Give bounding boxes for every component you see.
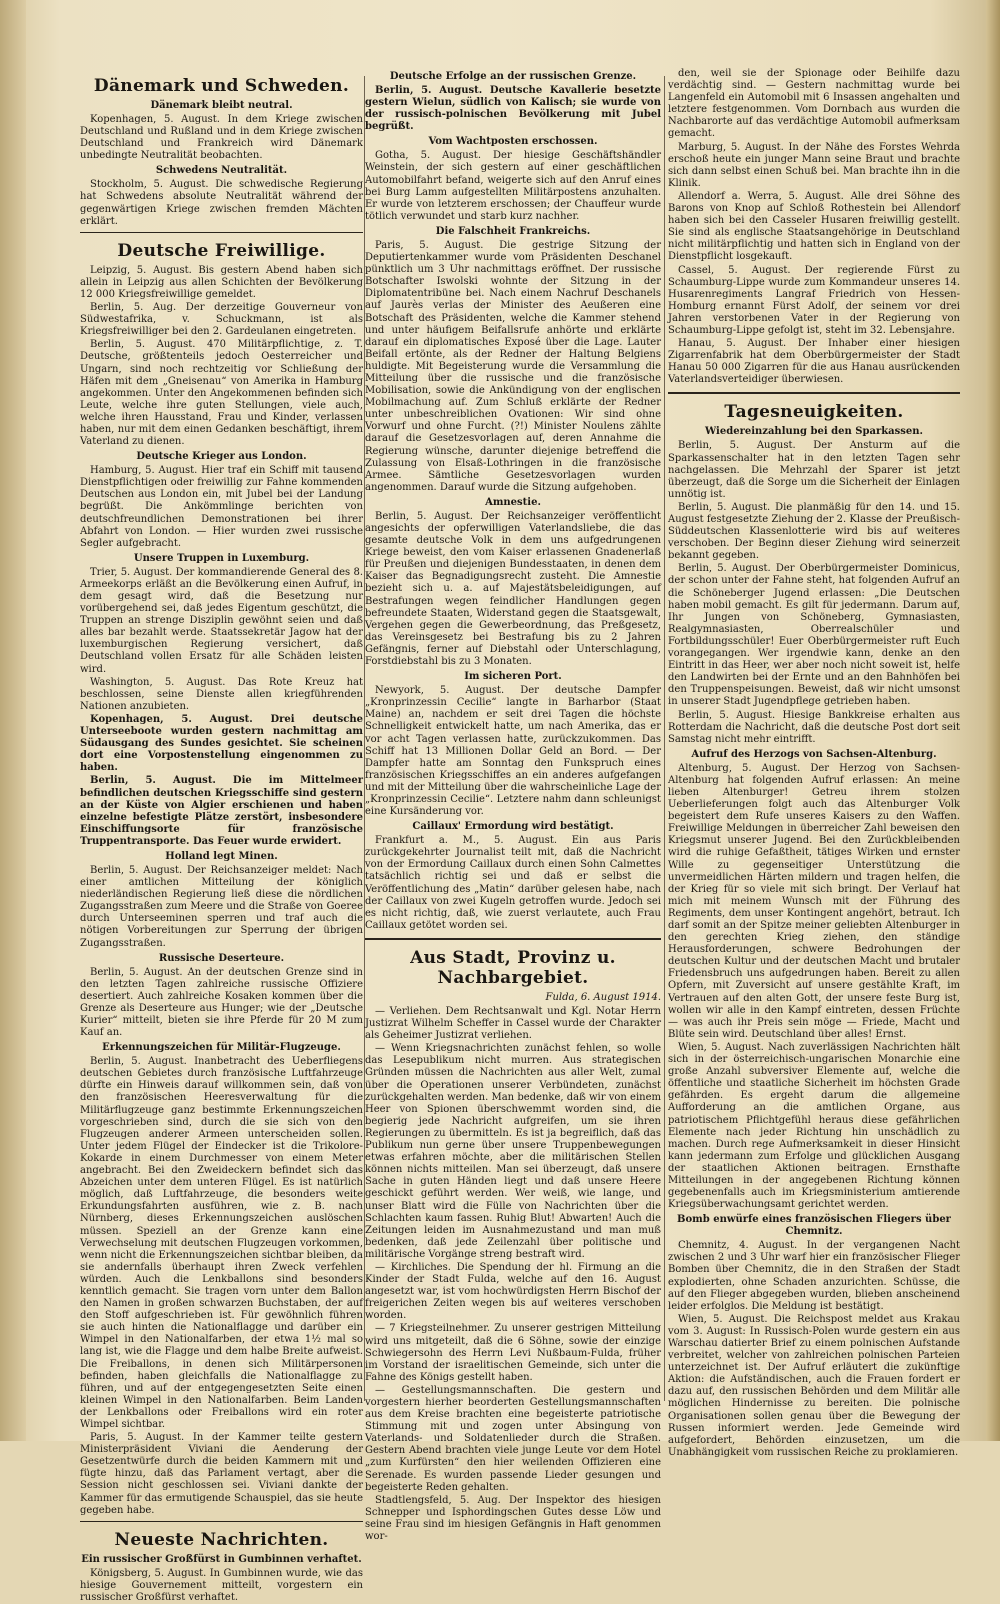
page-edge-right [986,0,1000,1441]
article-paragraph: Berlin, 5. August. 470 Militärpflichtige, z. T. Deutsche, größtenteils jedoch Oesterreicher und Ungarn, sind noch rechtzeitig vor Schließung der Häfen mit dem „Gneisenau“ von Amerika in Hamburg angekommen. Unter den Angekommenen befinden sich Leute, welche ihre guten Stellungen, viele auch, welche ihren Hausstand, Frau und Kinder, verlassen haben, nur mit dem einen Gedanken beschäftigt, ihrem Vaterland zu dienen. [80,339,363,448]
article-paragraph: Berlin, 5. Aug. Der derzeitige Gouverneur von Südwestafrika, v. Schuckmann, ist als Kriegsfreiwilliger bei den 2. Gardeulanen eingetreten. [80,302,363,338]
article-paragraph: — Verliehen. Dem Rechtsanwalt und Kgl. Notar Herrn Justizrat Wilhelm Scheffer in Cassel wurde der Charakter als Geheimer Justizrat verliehen. [365,1006,661,1042]
subhead: Dänemark bleibt neutral. [150,100,293,111]
column-rule-2 [664,76,665,1401]
article-paragraph: Chemnitz, 4. August. In der vergangenen Nacht zwischen 2 und 3 Uhr warf hier ein französischer Flieger Bomben über Chemnitz, die in den Straßen der Stadt explodierten, ohne Schaden anzurichten. Schüsse, die auf den Flieger abgegeben wurden, blieben anscheinend leider erfolglos. Die Meldung ist bestätigt. [668,1240,960,1312]
divider [365,938,661,940]
column-2 [365,68,661,1543]
article-paragraph: Berlin, 5. August. Der Reichsanzeiger veröffentlicht angesichts der opferwilligen Vaterlandsliebe, die das gesamte deutsche Volk in dem uns aufgedrungenen Kriege beweist, den vom Kaiser erlassenen Gnadenerlaß für Preußen und diejenigen Bundesstaaten, in denen dem Kaiser das Begnadigungsrecht zusteht. Die Amnestie bezieht sich u. a. auf Majestätsbeleidigungen, auf Bestrafungen wegen feindlicher Handlungen gegen befreundete Staaten, Widerstand gegen die Staatsgewalt, Vergehen gegen die Gewerbeordnung, das Preßgesetz, das Vereinsgesetz bei Bestrafung bis zu 2 Jahren Gefängnis, ferner auf Diebstahl oder Unterschlagung, Forstdiebstahl bis zu 3 Monaten. [365,510,661,668]
headline-freiwillige: Deutsche Freiwillige. [117,240,326,261]
article-paragraph: Berlin, 5. August. An der deutschen Grenze sind in den letzten Tagen zahlreiche russische Offiziere desertiert. Auch zahlreiche Kosaken kommen über die Grenze als Deserteure aus Hunger; wie der „Deutsche Kurier“ mitteilt, bieten sie ihre Pferde für 20 M zum Kauf an. [80,966,363,1039]
divider [80,232,363,233]
headline-daenemark: Dänemark und Schweden. [93,76,350,96]
article-paragraph: Paris, 5. August. In der Kammer teilte gestern Ministerpräsident Viviani die Aenderung der Gesetzentwürfe durch die beiden Kammern mit und fügte hinzu, daß das Parlament vertagt, aber die Session nicht geschlossen sei. Viviani dankte der Kammer für das ermutigende Schauspiel, das sie heute gegeben habe. [80,1432,363,1516]
subhead: Wiedereinzahlung bei den Sparkassen. [705,426,923,438]
divider [668,392,960,394]
headline-neueste: Neueste Nachrichten. [114,1529,329,1550]
subhead: Amnestie. [485,496,541,508]
article-paragraph: Stadtlengsfeld, 5. Aug. Der Inspektor des hiesigen Schnepper und Isphordingschen Gutes desse Löw und seine Frau sind im hiesigen Gefängnis in Haft genommen wor- [365,1494,661,1543]
article-paragraph: Berlin, 5. August. Der Oberbürgermeister Dominicus, der schon unter der Fahne steht, hat folgenden Aufruf an die Schöneberger Jugend erlassen: „Die Deutschen haben mobil gemacht. Es gilt für jedermann. Darum auf, Ihr Jungen von Schöneberg, Gymnasiasten, Realgymnasiasten, Oberrealschüler und Fortbildungsschüler! Euer Oberbürgermeister ruft Euch vorangegangen. Wer irgendwie kann, denke an den Eintritt in das Heer, wer aber noch nicht soweit ist, helfe den Landwirten bei der Ernte und an den Bahnhöfen bei den Truppenspeisungen. Beweist, daß wir nicht umsonst in unserer Stadt Jugendpflege getrieben haben. [668,563,960,708]
headline-stadt-provinz: Aus Stadt, Provinz u. Nachbargebiet. [410,947,616,988]
article-paragraph: Berlin, 5. August. Der Reichsanzeiger meldet: Nach einer amtlichen Mitteilung der königlich niederländischen Regierung ließ diese die nördlichen Zugangsstraßen zum Meere und die Straße von Goeree durch Unterseeminen sperren und traf auch die nötigen Vorbereitungen zur Sperrung der übrigen Zugangsstraßen. [80,864,363,949]
article-paragraph: — Gestellungsmannschaften. Die gestern und vorgestern hierher beorderten Gestellungsmannschaften aus dem Kreise brachten eine begeisterte patriotische Stimmung mit und zogen unter Absingung von Vaterlands- und Soldatenlieder durch die Straßen. Gestern Abend brachten viele junge Leute vor dem Hotel „zum Kurfürsten“ den hier weilenden Offizieren eine Serenade. Es wurden passende Lieder gesungen und begeisterte Reden gehalten. [365,1384,661,1493]
article-paragraph: Wien, 5. August. Die Reichspost meldet aus Krakau vom 3. August: In Russisch-Polen wurde gestern ein aus Warschau datierter Brief zu einem polnischen Aufstande verbreitet, welcher von zahlreichen polnischen Parteien unterzeichnet ist. Der Aufruf erläutert die zukünftige Aktion: die Aufständischen, auch die Frauen fordert er dazu auf, den russischen Behörden und dem Militär alle möglichen Hindernisse zu bereiten. Die polnische Organisationen sollen genau über die Bewegung der Russen informiert werden. Jede Gemeinde wird aufgefordert, Behörden einzusetzen, um die Unabhängigkeit vom russischen Reiche zu proklamieren. [668,1313,960,1458]
article-paragraph: den, weil sie der Spionage oder Beihilfe dazu verdächtig sind. — Gestern nachmittag wurde bei Langenfeld ein Automobil mit 6 Insassen angehalten und letztere festgenommen. Vom Dornbach aus wurden die Nachbarorte auf das verdächtige Automobil aufmerksam gemacht. [668,68,960,140]
column-1 [80,68,363,1603]
subhead: Aufruf des Herzogs von Sachsen-Altenburg. [691,748,937,760]
article-paragraph: Marburg, 5. August. In der Nähe des Forstes Wehrda erschoß heute ein junger Mann seine Braut und brachte sich dann selbst einen Schuß bei. Man brachte ihn in die Klinik. [668,141,960,189]
dateline: Fulda, 6. August 1914. [545,991,661,1003]
article-paragraph: Berlin, 5. August. Hiesige Bankkreise erhalten aus Rotterdam die Nachricht, daß die deutsche Post dort seit Samstag nicht mehr eintrifft. [668,709,960,745]
column-3 [668,68,960,1458]
article-paragraph: Berlin, 5. August. Inanbetracht des Ueberfliegens deutschen Gebietes durch französische Luftfahrzeuge dürfte ein Hinweis darauf willkommen sein, daß von den französischen Heeresverwaltung für die Militärflugzeuge ganz bestimmte Erkennungszeichen vorgeschrieben sind, durch die sie sich von den Flugzeugen anderer Armeen unterscheiden sollen. Unter jedem Flügel der Eindecker ist die Trikolore-Kokarde in einem Durchmesser von einem Meter angebracht. Bei den Zweideckern befindet sich das Abzeichen unter dem unteren Flügel. Es ist natürlich möglich, daß Luftfahrzeuge, die besonders weite Erkundungsfahrten ausführen, wie z. B. nach Nürnberg, dieses Erkennungszeichen auslöschen müssen. Speziell an der Grenze kann eine Verwechselung mit deutschen Flugzeugen vorkommen, wenn nicht die Erkennungszeichen sichtbar bleiben, da sie andernfalls überhaupt ihren Zweck verfehlen würden. Auch die Lenkballons sind besonders kenntlich gemacht. Sie tragen vorn unter dem Ballon den Namen in großen schwarzen Buchstaben, der auf den Stoff aufgeschrieben ist. Für gewöhnlich führen sie auch hinten die Nationalflagge und darüber ein Wimpel in den Nationalfarben, der etwa 1½ mal so lang ist, wie die Flagge und dem halbe Breite aufweist. Die Freiballons, in denen sich Militärpersonen befinden, haben gleichfalls die Nationalflagge zu führen, und auf der entgegengesetzten Seite einen kleinen Wimpel in den Nationalfarben. Beim Landen der Lenkballons oder Freiballons wird ein roter Wimpel sichtbar. [80,1056,363,1430]
article-paragraph: Berlin, 5. August. Die im Mittelmeer befindlichen deutschen Kriegsschiffe sind gestern an der Küste von Algier erschienen und haben einzelne befestigte Plätze zerstört, insbesondere Einschiffungsorte für französische Truppentransporte. Das Feuer wurde erwidert. [80,775,363,847]
article-paragraph: Berlin, 5. August. Der Ansturm auf die Sparkassenschalter hat in den letzten Tagen sehr nachgelassen. Die Mehrzahl der Sparer ist jetzt überzeugt, daß die Sorge um die Sicherheit der Einlagen unnötig ist. [668,440,960,500]
subhead: Schwedens Neutralität. [155,165,288,177]
subhead: Deutsche Erfolge an der russischen Grenze. [389,71,637,82]
article-paragraph: Washington, 5. August. Das Rote Kreuz hat beschlossen, seine Dienste allen kriegführenden Nationen anzubieten. [80,676,363,712]
article-paragraph: Frankfurt a. M., 5. August. Ein aus Paris zurückgekehrter Journalist teilt mit, daß die Nachricht von der Ermordung Caillaux durch einen Sohn Calmettes tatsächlich richtig sei und daß er selbst die Veröffentlichung des „Matin“ darüber gelesen habe, nach der Caillaux von zwei Kugeln getroffen wurde. Jedoch sei es nicht richtig, daß, wie zuerst verlautete, auch Frau Caillaux getötet worden sei. [365,835,661,931]
divider [80,1521,363,1522]
subhead: Im sicheren Port. [464,671,562,683]
subhead: Die Falschheit Frankreichs. [435,225,591,237]
article-paragraph: Allendorf a. Werra, 5. August. Alle drei Söhne des Barons von Knop auf Schloß Rothestein bei Allendorf haben sich bei den Casseler Husaren freiwillig gestellt. Sie sind als englische Staatsangehörige in Deutschland nicht militärpflichtig und hatten sich in England von der Dienstpflicht losgekauft. [668,190,960,263]
article-paragraph: Hanau, 5. August. Der Inhaber einer hiesigen Zigarrenfabrik hat dem Oberbürgermeister der Stadt Hanau 50 000 Zigarren für die aus Hanau ausrückenden Vaterlandsverteidiger überwiesen. [668,338,960,386]
article-paragraph: Paris, 5. August. Die gestrige Sitzung der Deputiertenkammer wurde vom Präsidenten Deschanel pünktlich um 3 Uhr nachmittags eröffnet. Der russische Botschafter Iswolski wohnte der Sitzung in der Diplomatentribüne bei. Nach einem Nachruf Deschanels auf Jaurès verlas der Minister des Aeußeren eine Botschaft des Präsidenten, welche die Kammer stehend und unter häufigem Beifallsrufe anhörte und erklärte darauf ein diplomatisches Exposé über die Lage. Lauter Beifall ertönte, als der Redner der Haltung Belgiens huldigte. Mit Begeisterung wurde die Versammlung die Mitteilung über die russische und die französische Mobilisation, sowie die Ankündigung von der englischen Mobilmachung auf. Zum Schluß erklärte der Redner unter unbeschreiblichen Ovationen: Wir sind ohne Vorwurf und ohne Furcht. (?!) Minister Noulens zählte darauf die Gesetzesvorlagen auf, deren Annahme die Regierung wünsche, darunter diejenige betreffend die Zulassung von Elsaß-Lothringen in die französische Armee. Sämtliche Gesetzesvorlagen wurden angenommen. Darauf wurde die Sitzung aufgehoben. [365,239,661,493]
article-paragraph: Altenburg, 5. August. Der Herzog von Sachsen-Altenburg hat folgenden Aufruf erlassen: An meine lieben Altenburger! Getreu ihrem stolzen Ueberlieferungen folgt auch das Altenburger Volk begeistert dem Rufe unseres Kaisers zu den Waffen. Freiwillige Meldungen in überreicher Zahl beweisen den Kriegsmut unserer Jugend. Bei den Zurückbleibenden wird die ruhige Gefaßtheit, tätiges Wirken und ernster Wille zu gegenseitiger Unterstützung die unvermeidlichen Härten mildern und tragen helfen, die der Krieg für so viele mit sich bringt. Der Verlauf hat mich mit meinem Wunsch mit der Führung des Regiments, dem unser Kontingent angehört, betraut. Ich darf somit an der Spitze meiner geliebten Altenburger in den gerechten Krieg ziehen, den ständige Herausforderungen, schwere Bedrohungen der deutschen Kultur und der deutschen Macht und brutaler Friedensbruch uns aufgedrungen haben. Bereit zu allen Opfern, mit Zuversicht auf unsere gestählte Kraft, im Vertrauen auf den alten Gott, der unsere feste Burg ist, wollen wir alle in den Kampf eintreten, dessen Früchte — was auch ihr Preis sein möge — Friede, Macht und Blüte sein wird. Deutschland über alles! Ernst. [668,762,960,1040]
article-paragraph: Leipzig, 5. August. Bis gestern Abend haben sich allein in Leipzig aus allen Schichten der Bevölkerung 12 000 Kriegsfreiwillige gemeldet. [80,264,363,300]
subhead: Vom Wachtposten erschossen. [428,136,598,148]
subhead: Bomb enwürfe eines französischen Fliegers über Chemnitz. [677,1214,951,1238]
article-paragraph: Königsberg, 5. August. In Gumbinnen wurde, wie das hiesige Gouvernement mitteilt, vorgestern ein russischer Großfürst verhaftet. [80,1567,363,1603]
subhead: Unsere Truppen in Luxemburg. [133,552,310,564]
subhead: Deutsche Krieger aus London. [136,451,307,463]
article-paragraph: Stockholm, 5. August. Die schwedische Regierung hat Schwedens absolute Neutralität während der gegenwärtigen Kriege zwischen fremden Mächten erklärt. [80,179,363,227]
subhead: Russische Deserteure. [158,952,285,964]
article-paragraph: Kopenhagen, 5. August. In dem Kriege zwischen Deutschland und Rußland und in dem Kriege zwischen Deutschland und Frankreich wird Dänemark unbedingte Neutralität beobachten. [80,114,363,162]
article-paragraph: — Kirchliches. Die Spendung der hl. Firmung an die Kinder der Stadt Fulda, welche auf den 16. August angesetzt war, ist vom hochwürdigsten Herrn Bischof der freigerichen Zeiten wegen bis auf weiteres verschoben worden. [365,1261,661,1322]
article-paragraph: Gotha, 5. August. Der hiesige Geschäftshändler Weinstein, der sich gestern auf einer geschäftlichen Automobilfahrt befand, weigerte sich auf den Anruf eines bei Burg Lamm aufgestellten Militärpostens anzuhalten. Er wurde von letzterem erschossen; der Chauffeur wurde tötlich verwundet und starb kurz nachher. [365,150,661,222]
article-paragraph: Berlin, 5. August. Die planmäßig für den 14. und 15. August festgesetzte Ziehung der 2. Klasse der Preußisch-Süddeutschen Klassenlotterie wird bis auf weiteres verschoben. Der Beginn dieser Ziehung wird seinerzeit bekannt gegeben. [668,501,960,562]
article-paragraph: — 7 Kriegsteilnehmer. Zu unserer gestrigen Mitteilung wird uns mitgeteilt, daß die 6 Söhne, sowie der einzige Schwiegersohn des Herrn Levi Nußbaum-Fulda, früher im Vorstand der israelitischen Gemeinde, sich unter die Fahne des Königs gestellt haben. [365,1323,661,1383]
article-paragraph: Berlin, 5. August. Deutsche Kavallerie besetzte gestern Wielun, südlich von Kalisch; sie wurde von der russisch-polnischen Bevölkerung mit Jubel begrüßt. [365,85,661,133]
subhead: Holland legt Minen. [165,850,278,862]
article-paragraph: Kopenhagen, 5. August. Drei deutsche Unterseeboote wurden gestern nachmittag am Südausgang des Sundes gesichtet. Sie scheinen dort eine Vorpostenstellung eingenommen zu haben. [80,713,363,774]
article-paragraph: — Wenn Kriegsnachrichten zunächst fehlen, so wolle das Lesepublikum nicht murren. Aus strategischen Gründen müssen die Nachrichten aus aller Welt, zumal über die Operationen unserer Verbündeten, zunächst zurückgehalten werden. Man bedenke, daß wir von einem Heer von Spionen überschwemmt worden sind, die begierig jede Nachricht aufgreifen, um sie ihren Regierungen zu übermitteln. Es ist ja begreiflich, daß das Publikum nun gerne über unsere Truppenbewegungen etwas erfahren möchte, aber die militärischen Stellen können nichts mitteilen. Man sei überzeugt, daß unsere Sache in guten Händen liegt und daß unsere Heere geschickt geführt werden. Wer weiß, wie lange, und unser Blatt wird die Fülle von Nachrichten über die Schlachten kaum fassen. Ruhig Blut! Abwarten! Auch die Zeitungen leiden im Ausnahmezustand und man muß bedenken, daß jede Zeilenzahl über politische und militärische Vorgänge streng bestraft wird. [365,1043,661,1260]
article-paragraph: Newyork, 5. August. Der deutsche Dampfer „Kronprinzessin Cecilie“ langte in Barharbor (Staat Maine) an, nachdem er seit drei Tagen die höchste Schnelligkeit entwickelt hatte, um nach Amerika, das er vor acht Tagen verlassen hatte, zurückzukommen. Das Schiff hat 13 Millionen Dollar Geld an Bord. — Der Dampfer hatte am Sonntag den Funkspruch eines französischen Kriegsschiffes an ein anderes aufgefangen und mit der Mitteilung über die wahrscheinliche Lage der „Kronprinzessin Cecilie“. Letztere nahm dann schleunigst eine Kursänderung vor. [365,685,661,818]
article-paragraph: Wien, 5. August. Nach zuverlässigen Nachrichten hält sich in der österreichisch-ungarischen Monarchie eine große Anzahl subversiver Elemente auf, welche die öffentliche und staatliche Sicherheit im höchsten Grade gefährden. Es ergeht darum die allgemeine Aufforderung an die amtlichen Organe, aus patriotischem Pflichtgefühl heraus diese gefährlichen Elemente nach jeder Richtung hin unschädlich zu machen. Durch rege Aufmerksamkeit in dieser Hinsicht kann jedermann zum Erfolge und glücklichen Ausgang der staatlichen Aktionen beitragen. Ernsthafte Mitteilungen in der angegebenen Richtung können gegebenenfalls auch im Kriegsministerium amtierende Kriegsüberwachungsamt gerichtet werden. [668,1041,960,1211]
article-paragraph: Hamburg, 5. August. Hier traf ein Schiff mit tausend Dienstpflichtigen oder freiwillig zur Fahne kommenden Deutschen aus London ein, mit Jubel bei der Landung begrüßt. Die Ankömmlinge berichten von deutschfreundlichen Demonstrationen bei ihrer Abfahrt von London. — Hier wurden zwei russische Segler aufgebracht. [80,465,363,549]
headline-tagesneuigkeiten: Tagesneuigkeiten. [724,402,904,423]
subhead: Ein russischer Großfürst in Gumbinnen verhaftet. [81,1553,362,1565]
article-paragraph: Cassel, 5. August. Der regierende Fürst zu Schaumburg-Lippe wurde zum Kommandeur unseres 14. Husarenregiments Langraf Friedrich von Hessen-Homburg ernannt Fürst Adolf, der seinem vor drei Jahren verstorbenen Vater in der Regierung von Schaumburg-Lippe gefolgt ist, steht im 32. Lebensjahre. [668,264,960,336]
page-edge-left [0,0,26,1441]
subhead: Caillaux' Ermordung wird bestätigt. [412,821,614,833]
article-paragraph: Trier, 5. August. Der kommandierende General des 8. Armeekorps erläßt an die Bevölkerung einen Aufruf, in dem gesagt wird, daß die Besetzung nur vorübergehend sei, daß jedes Eigentum geschützt, die Truppen an strenge Disziplin gewöhnt seien und daß alles bar bezahlt werde. Staatssekretär Jagow hat der luxemburgischen Regierung versichert, daß Deutschland vollen Ersatz für alle Schäden leisten wird. [80,566,363,675]
subhead: Erkennungszeichen für Militär-Flugzeuge. [102,1042,341,1054]
